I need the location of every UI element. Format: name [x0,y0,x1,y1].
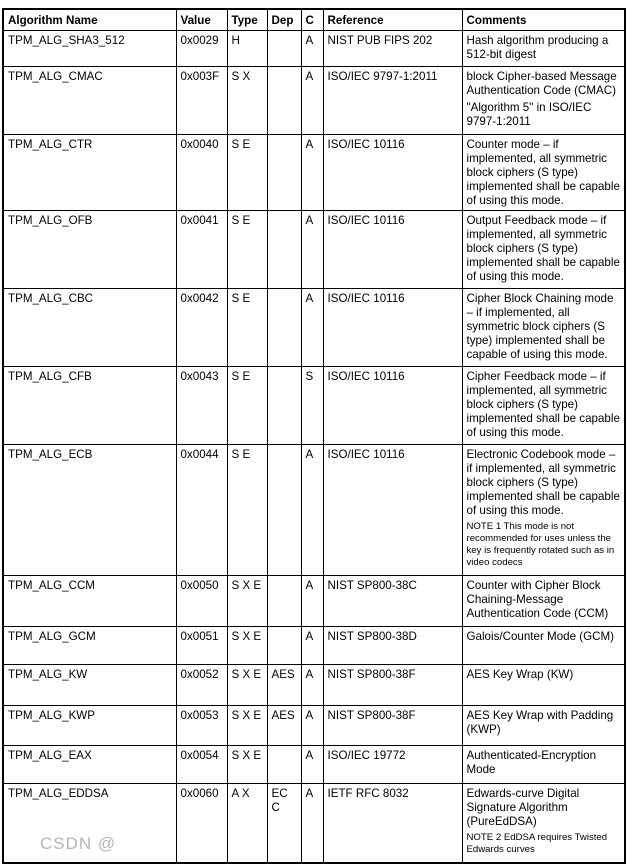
cell-comments [462,706,625,746]
cell-c: A [301,746,323,784]
cell-dep [267,211,301,289]
cell-dep [267,746,301,784]
header-c: C [301,9,323,31]
table-row [3,367,625,445]
cell-c: A [301,31,323,67]
comment-text: Cipher Feedback mode – if implemented, all symmetric block ciphers (S type) implemented shall be capable of using this mode. [466,370,620,439]
cell-type: S E [227,367,267,445]
cell-dep: AES [267,706,301,746]
cell-algorithm-name: TPM_ALG_OFB [3,211,176,289]
header-comments: Comments [462,9,625,31]
comment-text-2: "Algorithm 5" in ISO/IEC 9797-1:2011 [466,101,592,128]
cell-c: A [301,784,323,863]
cell-type: S X E [227,665,267,706]
table-row [3,665,625,706]
cell-comments [462,67,625,135]
cell-value: 0x0054 [176,746,227,784]
cell-algorithm-name: TPM_ALG_CCM [3,576,176,627]
cell-reference: NIST SP800-38C [323,576,462,627]
cell-comments [462,746,625,784]
comment-note: NOTE 1 This mode is not recommended for uses unless the key is frequently rotated such as in video codecs [466,521,615,568]
cell-reference: NIST SP800-38F [323,665,462,706]
cell-value: 0x0040 [176,135,227,211]
cell-reference: NIST SP800-38F [323,706,462,746]
cell-reference: IETF RFC 8032 [323,784,462,863]
cell-dep [267,135,301,211]
cell-comments [462,367,625,445]
cell-value: 0x0060 [176,784,227,863]
table-row [3,706,625,746]
cell-reference: ISO/IEC 10116 [323,135,462,211]
cell-value: 0x0044 [176,445,227,576]
cell-algorithm-name: TPM_ALG_CBC [3,289,176,367]
cell-dep [267,289,301,367]
cell-value: 0x0029 [176,31,227,67]
cell-c: A [301,706,323,746]
cell-reference: ISO/IEC 10116 [323,445,462,576]
comment-text: block Cipher-based Message Authentication Code (CMAC) [466,70,617,97]
cell-type: S E [227,135,267,211]
cell-comments [462,211,625,289]
cell-type: S E [227,211,267,289]
cell-value: 0x0043 [176,367,227,445]
cell-comments [462,665,625,706]
comment-text: Electronic Codebook mode – if implemented, all symmetric block ciphers (S type) implemented shall be capable of using this mode. [466,448,620,517]
cell-c: S [301,367,323,445]
comment-text: Galois/Counter Mode (GCM) [466,630,615,643]
cell-type: S X E [227,746,267,784]
cell-comments [462,576,625,627]
header-algorithm-name: Algorithm Name [3,9,176,31]
cell-type: A X [227,784,267,863]
header-value: Value [176,9,227,31]
cell-comments [462,31,625,67]
cell-type: S X E [227,576,267,627]
cell-dep [267,576,301,627]
cell-c: A [301,67,323,135]
cell-reference: NIST PUB FIPS 202 [323,31,462,67]
cell-dep [267,367,301,445]
table-row [3,31,625,67]
table-row [3,576,625,627]
cell-c: A [301,576,323,627]
cell-comments [462,289,625,367]
cell-algorithm-name: TPM_ALG_GCM [3,627,176,665]
cell-c: A [301,135,323,211]
header-dep: Dep [267,9,301,31]
comment-text: Output Feedback mode – if implemented, all symmetric block ciphers (S type) implemented shall be capable of using this mode. [466,214,620,283]
comment-text: Counter with Cipher Block Chaining-Message Authentication Code (CCM) [466,579,609,620]
cell-c: A [301,627,323,665]
cell-dep: AES [267,665,301,706]
comment-text: Hash algorithm producing a 512-bit digest [466,34,609,61]
cell-dep [267,445,301,576]
cell-reference: ISO/IEC 10116 [323,367,462,445]
table-row [3,627,625,665]
table-row [3,211,625,289]
cell-dep [267,627,301,665]
cell-algorithm-name: TPM_ALG_ECB [3,445,176,576]
comment-note: NOTE 2 EdDSA requires Twisted Edwards curves [466,832,608,855]
cell-reference: ISO/IEC 10116 [323,211,462,289]
cell-dep [267,31,301,67]
cell-c: A [301,445,323,576]
cell-value: 0x0053 [176,706,227,746]
cell-algorithm-name: TPM_ALG_CMAC [3,67,176,135]
cell-algorithm-name: TPM_ALG_KWP [3,706,176,746]
cell-comments [462,627,625,665]
comment-text: AES Key Wrap with Padding (KWP) [466,709,614,736]
comment-text: Cipher Block Chaining mode – if implemented, all symmetric block ciphers (S type) implemented shall be capable of using this mode. [466,292,614,361]
cell-dep: EC C [267,784,301,863]
cell-algorithm-name: TPM_ALG_KW [3,665,176,706]
cell-c: A [301,211,323,289]
algorithm-table [2,8,626,864]
cell-type: S X E [227,706,267,746]
cell-type: S E [227,289,267,367]
comment-text: Authenticated-Encryption Mode [466,749,597,776]
cell-reference: ISO/IEC 10116 [323,289,462,367]
cell-value: 0x0050 [176,576,227,627]
cell-algorithm-name: TPM_ALG_SHA3_512 [3,31,176,67]
watermark: CSDN @ [40,834,117,853]
cell-c: A [301,665,323,706]
cell-value: 0x0051 [176,627,227,665]
cell-type: S X [227,67,267,135]
cell-reference: ISO/IEC 19772 [323,746,462,784]
cell-comments [462,784,625,863]
table-row [3,135,625,211]
cell-c: A [301,289,323,367]
comment-text: AES Key Wrap (KW) [466,668,574,681]
header-type: Type [227,9,267,31]
cell-algorithm-name: TPM_ALG_EAX [3,746,176,784]
comment-text: Counter mode – if implemented, all symmetric block ciphers (S type) implemented shall be capable of using this mode. [466,138,620,207]
cell-value: 0x003F [176,67,227,135]
cell-reference: ISO/IEC 9797-1:2011 [323,67,462,135]
comment-text: Edwards-curve Digital Signature Algorithm (PureEdDSA) [466,787,580,828]
cell-type: S X E [227,627,267,665]
table-row [3,67,625,135]
table-row [3,289,625,367]
table-row [3,746,625,784]
header-reference: Reference [323,9,462,31]
cell-value: 0x0041 [176,211,227,289]
table-row [3,445,625,576]
cell-type: S E [227,445,267,576]
cell-value: 0x0042 [176,289,227,367]
table-header [3,9,625,31]
cell-comments [462,135,625,211]
cell-algorithm-name: TPM_ALG_CTR [3,135,176,211]
cell-reference: NIST SP800-38D [323,627,462,665]
cell-comments [462,445,625,576]
cell-type: H [227,31,267,67]
cell-algorithm-name: TPM_ALG_CFB [3,367,176,445]
cell-value: 0x0052 [176,665,227,706]
cell-dep [267,67,301,135]
cell-algorithm-name: TPM_ALG_EDDSA [3,784,176,863]
